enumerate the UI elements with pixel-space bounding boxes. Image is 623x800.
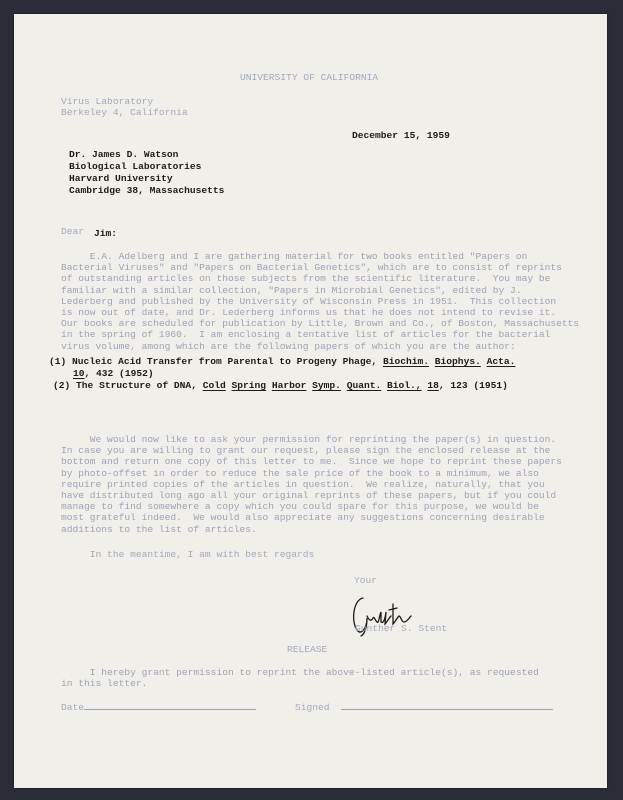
recipient-line-3: Harvard University [69,173,173,184]
paper-2-number: (2) [53,380,71,391]
paragraph-1-line: Our books are scheduled for publication by Little, Brown and Co., of Boston, Massachusetts [61,318,580,330]
paragraph-2-line: We would now like to ask your permission for reprinting the paper(s) in question. [61,434,557,445]
release-heading: RELEASE [287,644,328,655]
paragraph-2-line: manage to find somewhere a copy which you could spare for this purpose, we would be [61,501,539,513]
date-line[interactable] [84,700,256,710]
signer-name: Gunther S. Stent [355,623,448,634]
paper-2-journal-word: Quant. [346,380,382,391]
paragraph-1-line: E.A. Adelberg and I are gathering material for two books entitled "Papers on [61,251,528,262]
paragraph-1-line: is now out of date, and Dr. Lederberg informs us that he does not intend to revise it. [61,307,557,319]
paper-1 [49,356,515,367]
paper-2-journal-word: Spring [231,380,267,391]
paper-2-title: The Structure of DNA, [76,380,197,391]
signature-line[interactable] [341,700,553,710]
paragraph-1-line: in the spring of 1960. I am enclosing a tentative list of articles for the bacterial [61,329,551,341]
paragraph-1-line: of outstanding articles on those subjects from the scientific literature. You may be [61,273,551,285]
recipient-line-2: Biological Laboratories [69,161,202,172]
paper-2-journal-word: Cold [202,380,226,391]
paragraph-2-line: In case you are willing to grant our request, please sign the enclosed release at the [61,445,551,457]
paper-2-journal-word: Harbor [271,380,307,391]
signed-field[interactable] [295,700,553,713]
recipient-line-4: Cambridge 38, Massachusetts [69,185,225,196]
paragraph-2-line: require printed copies of the articles in question. We realize, naturally, that you [61,478,545,490]
paper-1-journal-word: Biochim. [382,356,430,367]
paragraph-1-line: Bacterial Viruses" and "Papers on Bacterial Genetics", which are to consist of reprints [61,262,562,274]
closing-word: Your [354,575,378,586]
release-text-line: I hereby grant permission to reprint the above-listed article(s), as requested [61,667,539,678]
paper-2-volume: 18 [427,380,439,391]
paper-1-number: (1) [49,356,67,367]
salutation-name: Jim: [94,228,118,239]
salutation-prefix: Dear [61,226,85,237]
paper-2-journal-word: Symp. [312,380,341,391]
paragraph-2-line: have distributed long ago all your original reprints of these papers, but if you could [61,490,557,502]
recipient-line-1: Dr. James D. Watson [69,149,179,160]
paragraph-1-line: familiar with a similar collection, "Papers in Microbial Genetics", edited by J. [61,284,522,296]
paper-1-volume: 10 [73,368,85,379]
date-label: Date [61,702,85,713]
paper-1-journal-word: Acta. [486,356,516,367]
paragraph-2-line: additions to the list of articles. [61,523,257,535]
paragraph-2 [61,434,601,535]
signed-label: Signed [295,702,330,713]
paper-1-journal-word: Biophys. [434,356,481,367]
paper-1-citation [73,368,154,379]
paragraph-2-line: bottom and return one copy of this letter to me. Since we hope to reprint these papers [61,456,562,468]
sender-address-line-1: Virus Laboratory [61,96,154,107]
paper-2 [53,380,508,391]
paragraph-1-line: virus volume, among which are the following papers of which you are the author: [61,340,516,352]
paper-2-pages-year: , 123 (1951) [438,380,508,391]
letterhead: UNIVERSITY OF CALIFORNIA [240,72,379,83]
paragraph-2-line: by photo-offset in order to reduce the sale price of the book to a minimum, we also [61,467,539,479]
paragraph-2-line: most grateful indeed. We would also appreciate any suggestions concerning desirable [61,512,545,524]
release-text-line: in this letter. [61,678,148,690]
paper-1-pages-year: , 432 (1952) [84,368,154,379]
paragraph-1 [61,251,601,352]
release-text [61,667,601,689]
closing-line: In the meantime, I am with best regards [61,549,315,560]
date-field[interactable] [61,700,256,713]
paragraph-1-line: Lederberg and published by the University of Wisconsin Press in 1951. This collection [61,295,557,307]
sender-address-line-2: Berkeley 4, California [61,107,188,118]
letter-date: December 15, 1959 [352,130,450,141]
letter-page [14,14,607,788]
paper-1-title: Nucleic Acid Transfer from Parental to Progeny Phage, [72,356,378,367]
paper-2-journal-word: Biol., [387,380,422,391]
